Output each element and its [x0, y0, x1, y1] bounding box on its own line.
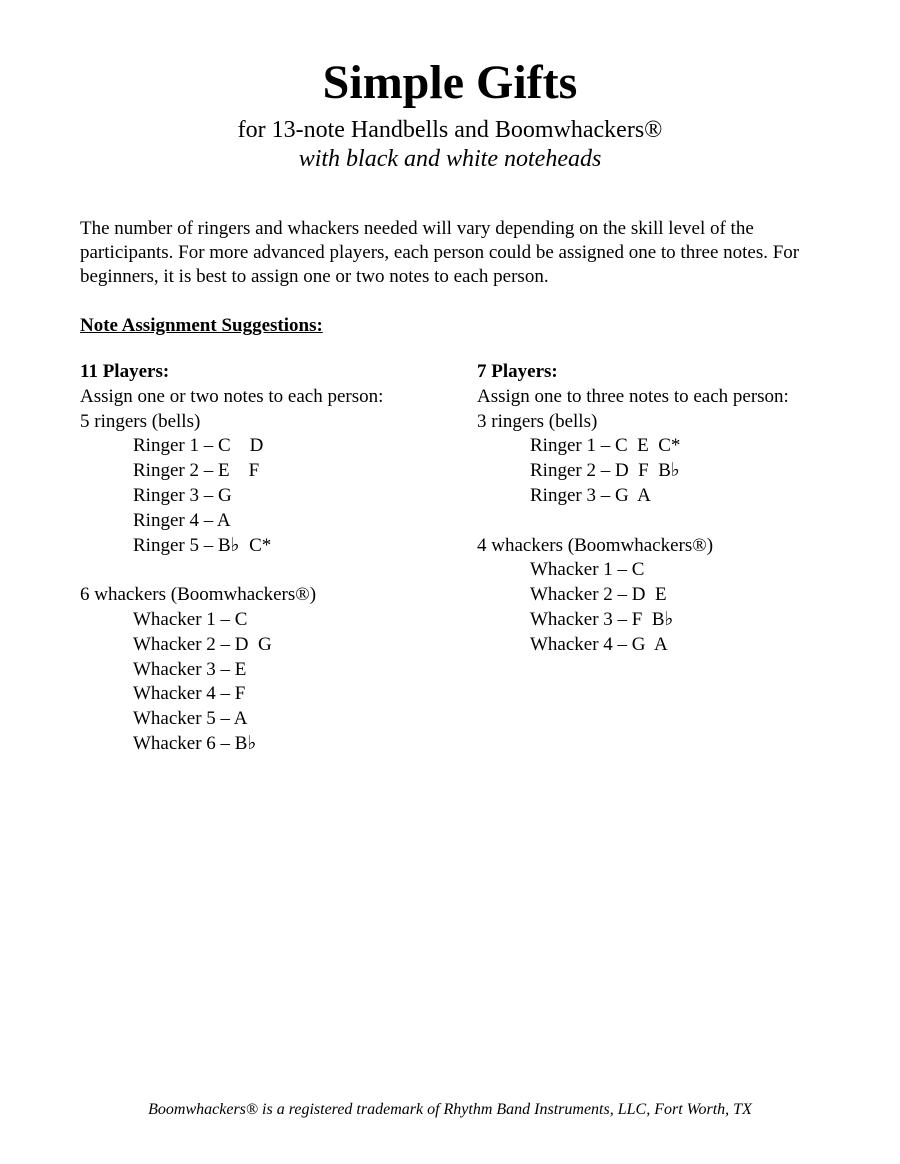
spacer	[80, 558, 460, 583]
eleven-players-whackers-heading: 6 whackers (Boomwhackers®)	[80, 584, 317, 606]
intro-paragraph	[80, 217, 820, 289]
eleven-players-heading: 11 Players:	[80, 361, 170, 382]
intro-text: The number of ringers and whackers needed will vary depending on the skill level of the participants. For more advanced players, each person could be assigned one to three notes. For beginners, it is best to assign one or two notes to each person.	[80, 218, 800, 287]
list-item: Ringer 4 – A	[133, 509, 231, 531]
list-item: Whacker 1 – C	[530, 559, 645, 581]
eleven-players-ringers-heading: 5 ringers (bells)	[80, 410, 201, 432]
list-item: Whacker 5 – A	[133, 708, 248, 730]
list-item: Whacker 4 – G A	[530, 633, 668, 655]
eleven-players-instruction: Assign one or two notes to each person:	[80, 385, 384, 407]
section-heading: Note Assignment Suggestions:	[80, 315, 323, 336]
spacer	[477, 509, 857, 534]
seven-players-instruction: Assign one to three notes to each person:	[477, 385, 789, 407]
seven-players-heading: 7 Players:	[477, 361, 558, 382]
seven-players-ringers-heading: 3 ringers (bells)	[477, 410, 598, 432]
list-item: Ringer 5 – B♭ C*	[133, 534, 272, 556]
subtitle: for 13-note Handbells and Boomwhackers®	[237, 117, 663, 143]
page-title: Simple Gifts	[322, 56, 578, 109]
seven-players-column	[477, 360, 857, 658]
list-item: Whacker 6 – B♭	[133, 732, 257, 754]
list-item: Whacker 3 – F B♭	[530, 608, 674, 630]
seven-players-whackers-heading: 4 whackers (Boomwhackers®)	[477, 534, 714, 556]
list-item: Ringer 2 – E F	[133, 460, 260, 482]
eleven-players-column	[80, 360, 460, 757]
list-item: Whacker 1 – C	[133, 608, 248, 630]
list-item: Whacker 3 – E	[133, 658, 247, 680]
list-item: Ringer 1 – C D	[133, 435, 264, 457]
list-item: Ringer 2 – D F B♭	[530, 460, 680, 482]
list-item: Ringer 3 – G A	[530, 484, 651, 506]
list-item: Whacker 2 – D E	[530, 584, 667, 606]
footer-trademark-note: Boomwhackers® is a registered trademark of Rhythm Band Instruments, LLC, Fort Worth, TX	[148, 1101, 752, 1118]
list-item: Ringer 3 – G	[133, 484, 232, 506]
list-item: Whacker 2 – D G	[133, 633, 272, 655]
list-item: Ringer 1 – C E C*	[530, 435, 681, 457]
list-item: Whacker 4 – F	[133, 683, 246, 705]
subtitle-italic: with black and white noteheads	[298, 146, 602, 172]
